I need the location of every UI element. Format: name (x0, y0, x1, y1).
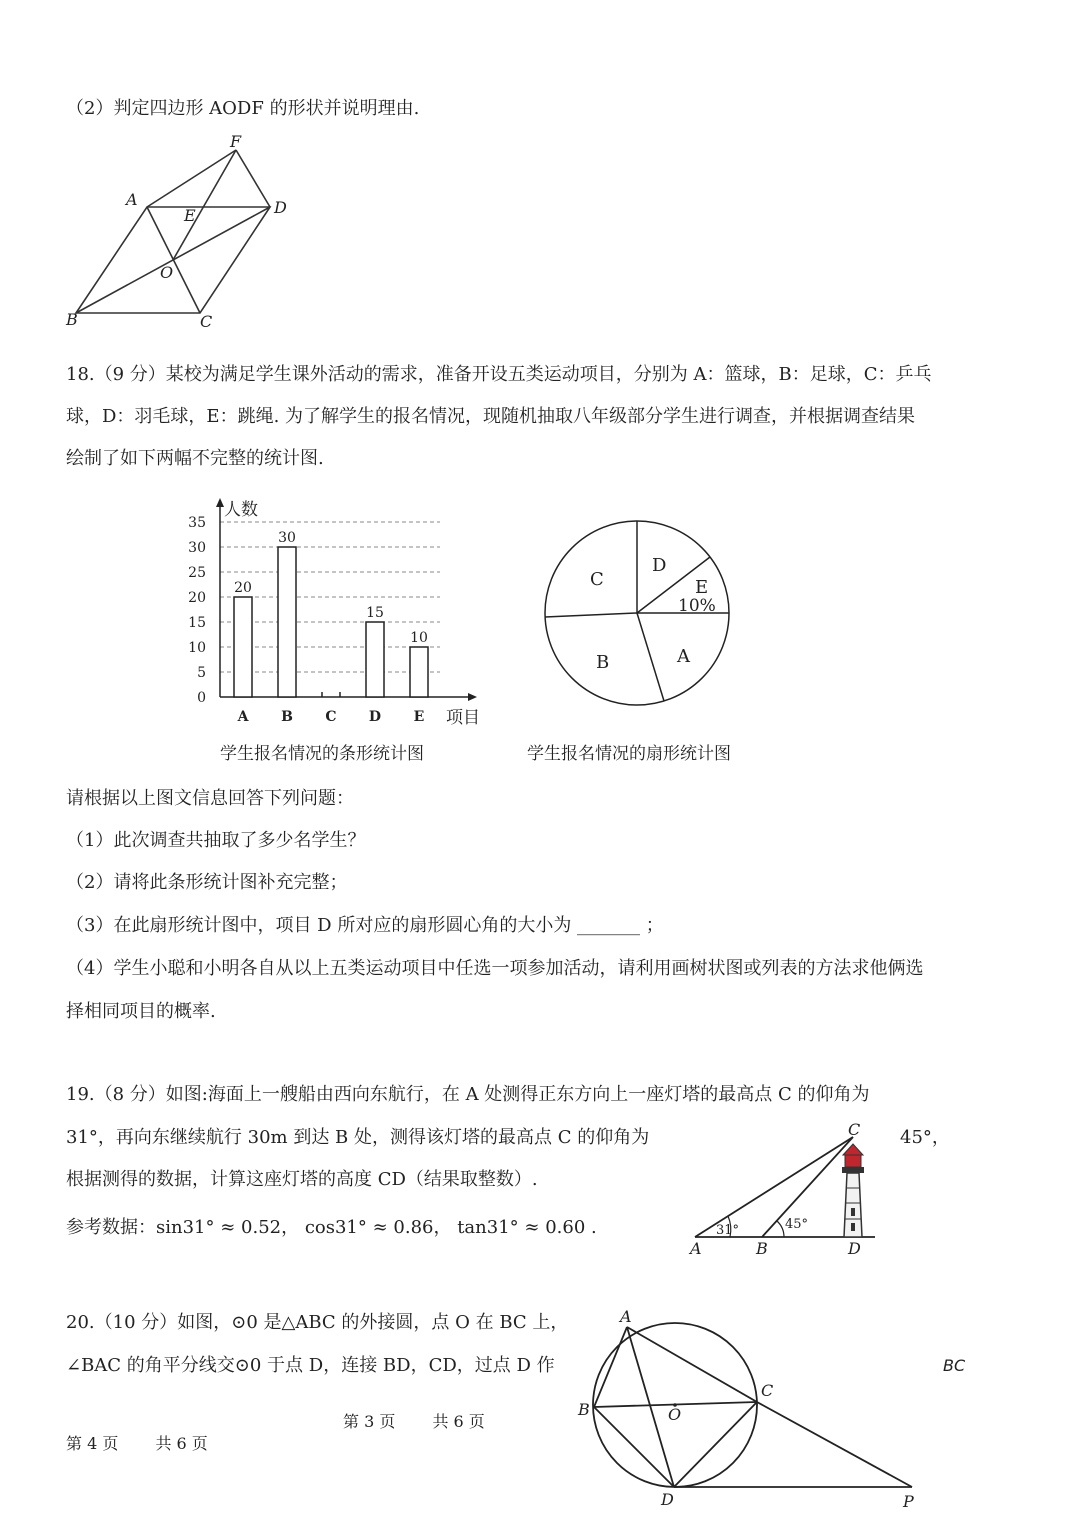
x-axis-arrow (468, 693, 477, 701)
q18-prompt: 请根据以上图文信息回答下列问题： (66, 788, 354, 809)
y-tick-label: 5 (197, 665, 206, 681)
label-o: O (160, 263, 174, 282)
bar-d (366, 622, 384, 697)
pie-label-a: A (677, 646, 690, 667)
line-ac (695, 1137, 853, 1237)
pie-label-e: E (695, 577, 709, 598)
y-axis-arrow (216, 498, 224, 507)
bar-value-label-a: 20 (234, 580, 252, 596)
x-tick-label-a: A (237, 709, 249, 725)
pie-radius-ab (637, 613, 664, 701)
label-e: E (184, 206, 196, 225)
segment-ab (594, 1327, 627, 1407)
q18-question-3: （3）在此扇形统计图中，项目 D 所对应的扇形圆心角的大小为 _______ ； (66, 915, 664, 936)
q20-line-2-end: BC (943, 1356, 966, 1375)
circle-figure (570, 1305, 930, 1520)
q18-question-4-cont: 择相同项目的概率. (66, 1001, 216, 1022)
x-tick-label-e: E (413, 709, 425, 725)
lighthouse-icon (842, 1144, 864, 1237)
bar-value-label-e: 10 (410, 630, 428, 646)
x-tick-label-c: C (325, 709, 337, 725)
q18-line-2: 球，D：羽毛球，E：跳绳. 为了解学生的报名情况，现随机抽取八年级部分学生进行调查，并根据调查结果 (66, 406, 916, 427)
label-b: B (66, 310, 78, 329)
q18-question-4: （4）学生小聪和小明各自从以上五类运动项目中任选一项参加活动，请利用画树状图或列表的方法求他俩选 (66, 958, 924, 979)
q19-reference: 参考数据：sin31° ≈ 0.52， cos31° ≈ 0.86， tan31° ≈ 0.60 . (66, 1217, 597, 1238)
q18-question-2: （2）请将此条形统计图补充完整； (66, 872, 348, 893)
label-d: D (274, 198, 287, 217)
lh-label-b: B (756, 1239, 768, 1258)
x-axis-label: 项目 (446, 708, 480, 728)
segment-fd (236, 150, 270, 207)
circle-label-a: A (620, 1307, 632, 1326)
pie-chart-title: 学生报名情况的扇形统计图 (527, 744, 731, 764)
q18-line-1: 18.（9 分）某校为满足学生课外活动的需求，准备开设五类运动项目，分别为 A：篮球，B：足球，C：乒乓 (66, 364, 932, 385)
circle-label-p: P (903, 1492, 914, 1511)
page-footer-center: 第 3 页 共 6 页 (343, 1412, 485, 1431)
label-a: A (126, 190, 138, 209)
bar-chart (180, 495, 500, 770)
pie-radius-bc (545, 613, 637, 617)
q19-line-2: 31°，再向东继续航行 30m 到达 B 处，测得该灯塔的最高点 C 的仰角为 (66, 1127, 650, 1148)
pie-label-e-percent: 10% (678, 596, 716, 616)
q20-line-2: ∠BAC 的角平分线交⊙0 于点 D，连接 BD，CD，过点 D 作 (66, 1355, 555, 1376)
q19-line-1: 19.（8 分）如图:海面上一艘船由西向东航行，在 A 处测得正东方向上一座灯塔的最高点 C 的仰角为 (66, 1084, 870, 1105)
bar-e (410, 647, 428, 697)
lh-angle-45: 45° (785, 1217, 809, 1232)
circle-label-o: O (668, 1405, 682, 1424)
q20-line-1: 20.（10 分）如图，⊙0 是△ABC 的外接圆，点 O 在 BC 上， (66, 1312, 569, 1333)
page-footer-left: 第 4 页 共 6 页 (66, 1434, 208, 1453)
pie-label-c: C (590, 569, 604, 590)
lighthouse-figure (680, 1115, 890, 1260)
y-tick-label: 0 (197, 690, 206, 706)
circle-label-c: C (761, 1381, 774, 1400)
lh-label-d: D (848, 1239, 861, 1258)
pie-chart (520, 505, 780, 770)
lh-angle-31: 31° (716, 1223, 740, 1238)
q18-line-3: 绘制了如下两幅不完整的统计图. (66, 448, 324, 469)
label-f: F (230, 135, 242, 151)
lh-label-a: A (690, 1239, 702, 1258)
label-c: C (200, 312, 213, 331)
bar-b (278, 547, 296, 697)
y-tick-label: 20 (188, 590, 206, 606)
pie-label-b: B (596, 652, 610, 673)
bar-a (234, 597, 252, 697)
q18-question-1: （1）此次调查共抽取了多少名学生？ (66, 830, 366, 851)
angle-arc-45 (777, 1221, 784, 1237)
y-axis-label: 人数 (224, 500, 258, 520)
lh-label-c: C (848, 1120, 861, 1139)
y-tick-label: 35 (188, 515, 206, 531)
circle-label-d: D (661, 1490, 674, 1509)
y-tick-label: 15 (188, 615, 206, 631)
pie-label-d: D (652, 555, 667, 576)
q19-line-3: 根据测得的数据，计算这座灯塔的高度 CD（结果取整数）. (66, 1169, 538, 1190)
parallelogram-figure (60, 135, 300, 335)
q19-line-2-end: 45°， (900, 1127, 950, 1148)
x-tick-label-d: D (368, 709, 382, 725)
segment-af (147, 150, 236, 207)
segment-cp (757, 1402, 912, 1487)
y-tick-label: 10 (188, 640, 206, 656)
bar-value-label-d: 15 (366, 605, 384, 621)
x-tick-label-b: B (281, 709, 293, 725)
bar-value-label-b: 30 (278, 530, 296, 546)
q17-part2: （2）判定四边形 AODF 的形状并说明理由. (66, 98, 420, 119)
circle-label-b: B (578, 1400, 590, 1419)
segment-cd (674, 1402, 757, 1487)
y-tick-label: 25 (188, 565, 206, 581)
bar-chart-title: 学生报名情况的条形统计图 (220, 744, 424, 764)
y-tick-label: 30 (188, 540, 206, 556)
